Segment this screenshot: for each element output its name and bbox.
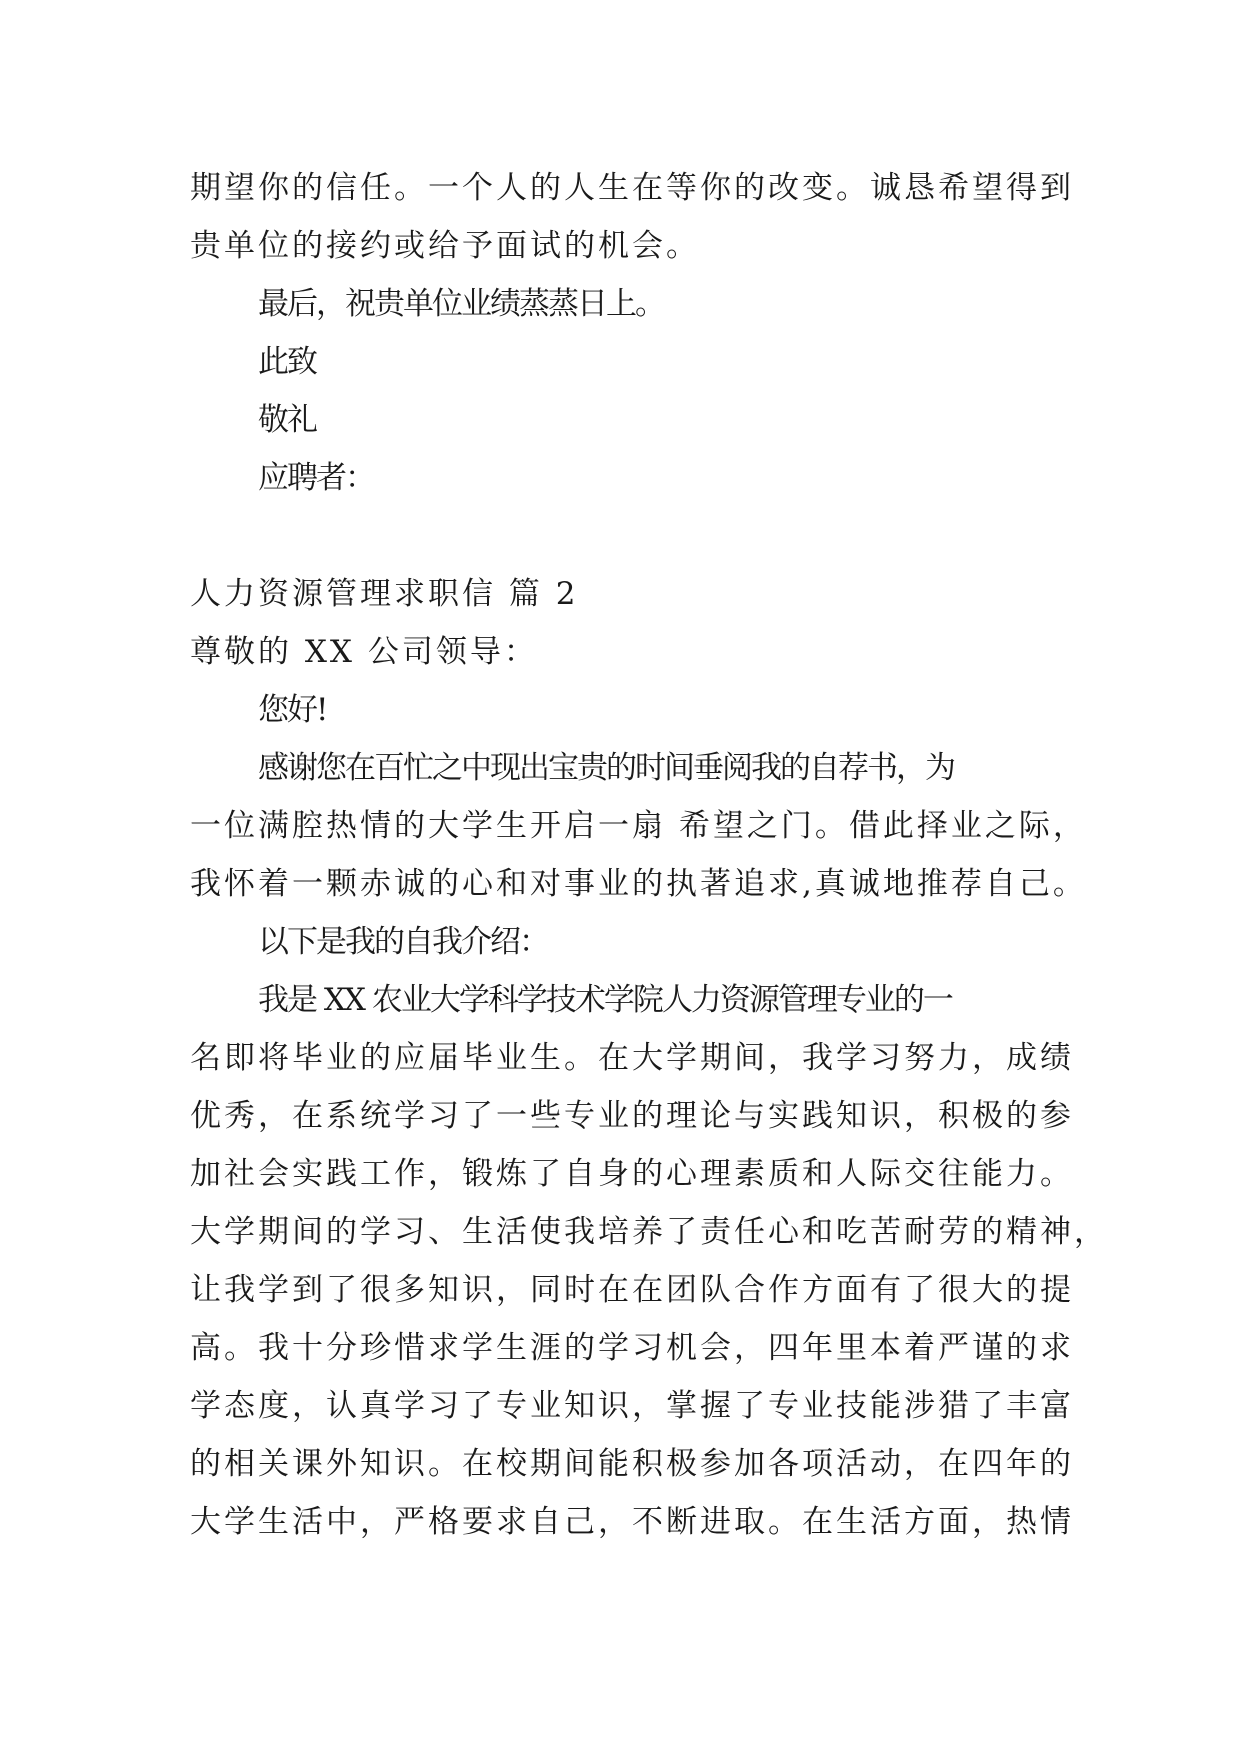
text-line: 学态度，认真学习了专业知识，掌握了专业技能涉猎了丰富 bbox=[190, 1388, 1074, 1424]
salutation: 尊敬的 XX 公司领导： bbox=[190, 634, 538, 670]
text-line: 感谢您在百忙之中现出宝贵的时间垂阅我的自荐书，为 bbox=[258, 750, 954, 786]
text-line: 大学期间的学习、生活使我培养了责任心和吃苦耐劳的精神， bbox=[190, 1214, 1108, 1250]
text-line: 敬礼 bbox=[258, 402, 316, 438]
signature-label: 应聘者： bbox=[258, 460, 374, 496]
text-line: 期望你的信任。一个人的人生在等你的改变。诚恳希望得到 bbox=[190, 170, 1074, 206]
text-line: 大学生活中，严格要求自己，不断进取。在生活方面，热情 bbox=[190, 1504, 1074, 1540]
section-heading: 人力资源管理求职信 篇 2 bbox=[190, 576, 579, 612]
text-line: 高。我十分珍惜求学生涯的学习机会，四年里本着严谨的求 bbox=[190, 1330, 1074, 1366]
text-line: 名即将毕业的应届毕业生。在大学期间，我学习努力，成绩 bbox=[190, 1040, 1074, 1076]
text-line: 贵单位的接约或给予面试的机会。 bbox=[190, 228, 700, 264]
text-line: 的相关课外知识。在校期间能积极参加各项活动，在四年的 bbox=[190, 1446, 1074, 1482]
text-line: 我是 XX 农业大学科学技术学院人力资源管理专业的一 bbox=[258, 982, 952, 1018]
text-line: 此致 bbox=[258, 344, 316, 380]
text-line: 让我学到了很多知识，同时在在团队合作方面有了很大的提 bbox=[190, 1272, 1074, 1308]
text-line: 我怀着一颗赤诚的心和对事业的执著追求,真诚地推荐自己。 bbox=[190, 866, 1087, 902]
text-line: 以下是我的自我介绍： bbox=[258, 924, 548, 960]
text-line: 一位满腔热情的大学生开启一扇 希望之门。借此择业之际， bbox=[190, 808, 1087, 844]
greeting: 您好! bbox=[258, 692, 327, 728]
text-line: 加社会实践工作，锻炼了自身的心理素质和人际交往能力。 bbox=[190, 1156, 1074, 1192]
text-line: 最后，祝贵单位业绩蒸蒸日上。 bbox=[258, 286, 664, 322]
text-line: 优秀，在系统学习了一些专业的理论与实践知识，积极的参 bbox=[190, 1098, 1074, 1134]
